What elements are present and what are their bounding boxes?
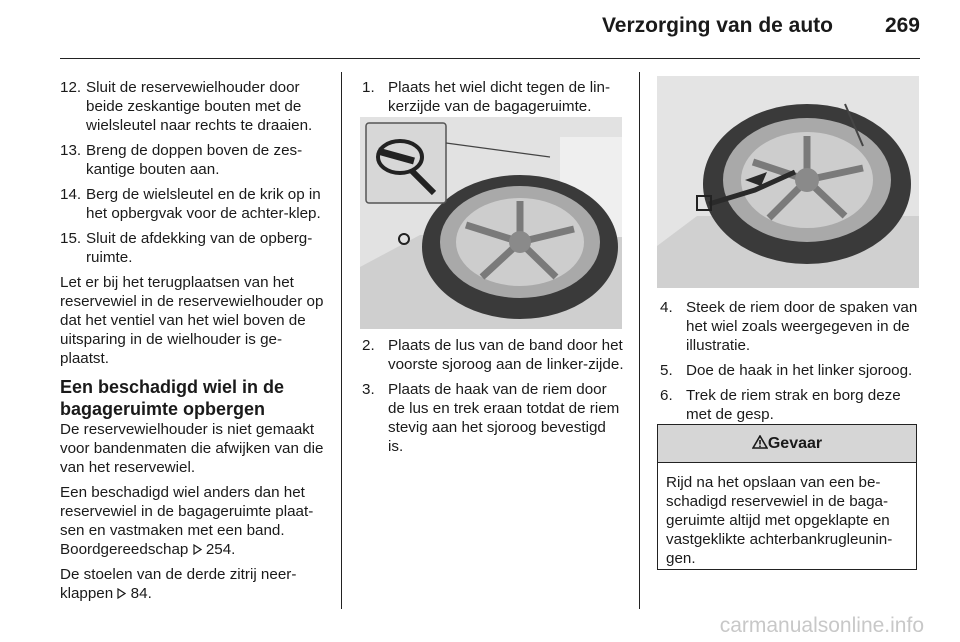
step-number: 13. xyxy=(60,142,82,159)
warning-title: Gevaar xyxy=(767,435,823,452)
page-number: 269 xyxy=(884,14,920,37)
step-text: Berg de wielsleutel en de krik op in het opbergvak voor de achter-klep. xyxy=(86,186,321,222)
note-paragraph: Let er bij het terugplaatsen van het reservewiel in de reservewielhouder op dat het ventiel van het wiel boven de uitsparing in de wielhouder is ge-plaatst. xyxy=(60,274,324,367)
page-reference: Boordgereedschap 254. xyxy=(60,541,236,558)
step-item xyxy=(60,141,328,179)
triangle-right-outline-icon xyxy=(117,588,126,599)
warning-box xyxy=(657,424,917,570)
step-number: 1. xyxy=(362,79,375,96)
step-number: 15. xyxy=(60,230,82,247)
step-number: 3. xyxy=(362,381,375,398)
step-item xyxy=(660,298,922,355)
spare-wheel-illustration-2 xyxy=(657,76,919,288)
warning-triangle-icon xyxy=(752,435,768,449)
step-number: 6. xyxy=(660,387,673,404)
body-paragraph: Een beschadigd wiel anders dan het reservewiel in de bagageruimte plaat-sen en vastmaken met een band. xyxy=(60,484,314,539)
step-text: Steek de riem door de spaken van het wiel zoals weergegeven in de illustratie. xyxy=(686,299,918,354)
step-text: Sluit de reservewielhouder door beide zeskantige bouten met de wielsleutel naar rechts te draaien. xyxy=(86,79,313,134)
step-text: Plaats het wiel dicht tegen de lin-kerzijde van de bagageruimte. xyxy=(388,79,611,115)
section-heading: Een beschadigd wiel in de bagageruimte opbergen xyxy=(60,377,285,419)
step-text: Plaats de haak van de riem door de lus en trek eraan totdat de riem stevig aan het sjoroog bevestigd is. xyxy=(388,381,620,455)
step-text: Sluit de afdekking van de opberg-ruimte. xyxy=(86,230,313,266)
step-number: 14. xyxy=(60,186,82,203)
body-paragraph: De reservewielhouder is niet gemaakt voor bandenmaten die afwijken van die van het reservewiel. xyxy=(60,421,324,476)
step-number: 2. xyxy=(362,337,375,354)
step-item xyxy=(660,386,922,424)
step-number: 5. xyxy=(660,362,673,379)
step-item xyxy=(660,361,922,380)
step-item xyxy=(362,380,624,456)
column-divider-right xyxy=(639,72,640,609)
wheel-placement-illustration xyxy=(360,117,622,329)
step-item xyxy=(60,229,328,267)
column-2-lower xyxy=(362,336,624,462)
column-1 xyxy=(60,78,328,609)
column-divider-left xyxy=(341,72,342,609)
spare-wheel-illustration-1 xyxy=(360,117,622,329)
step-item xyxy=(362,336,624,374)
step-text: Plaats de lus van de band door het voorste sjoroog aan de linker-zijde. xyxy=(388,337,624,373)
column-3 xyxy=(660,298,922,430)
step-text: Doe de haak in het linker sjoroog. xyxy=(686,362,913,379)
warning-header xyxy=(658,425,916,463)
page-reference: De stoelen van de derde zitrij neer-klappen 84. xyxy=(60,566,297,602)
step-item xyxy=(60,78,328,135)
step-item xyxy=(60,185,328,223)
wheel-strap-illustration xyxy=(657,76,919,288)
triangle-right-outline-icon xyxy=(193,544,202,555)
step-text: Trek de riem strak en borg deze met de gesp. xyxy=(686,387,901,423)
page-header-title: Verzorging van de auto xyxy=(601,14,833,37)
step-number: 4. xyxy=(660,299,673,316)
header-rule xyxy=(60,58,920,59)
column-2 xyxy=(362,78,624,122)
warning-text: Rijd na het opslaan van een be-schadigd reservewiel in de baga-geruimte altijd met opgeklapte en vastgeklikte achterbankrugleunin-gen. xyxy=(666,474,893,567)
watermark: carmanualsonline.info xyxy=(719,614,924,637)
step-number: 12. xyxy=(60,79,82,96)
step-text: Breng de doppen boven de zes-kantige bouten aan. xyxy=(86,142,303,178)
step-item xyxy=(362,78,624,116)
